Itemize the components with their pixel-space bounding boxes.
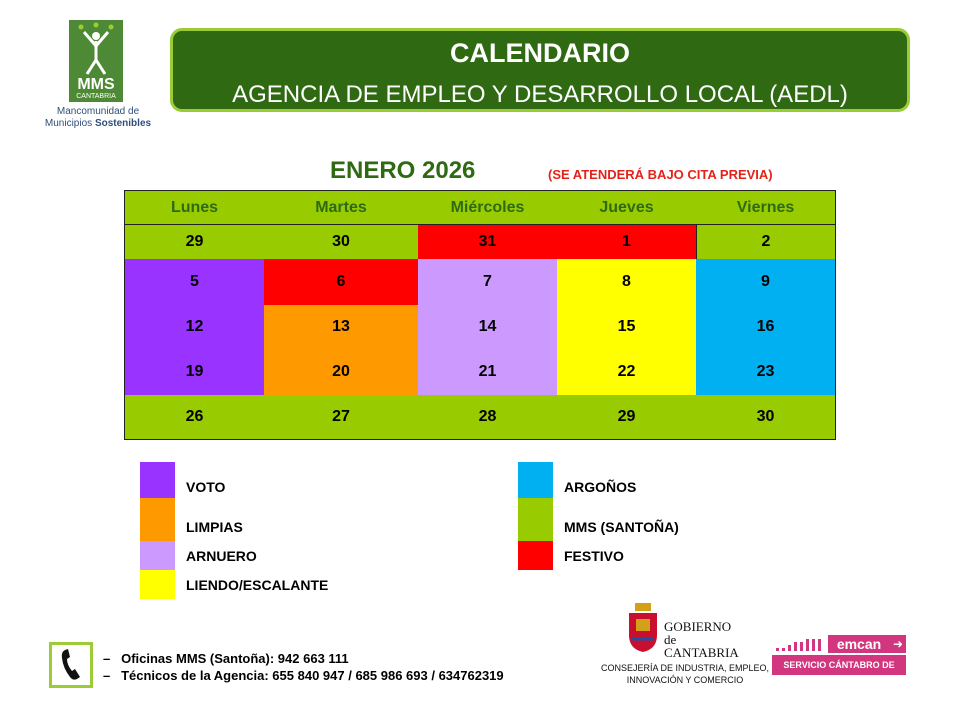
day-cell: 2 [696,225,835,259]
gobierno-cantabria-logo [600,603,770,688]
gobierno-line1: GOBIERNO [664,619,732,634]
day-cell: 13 [332,318,350,335]
mms-logo-sub: CANTABRIA [76,93,116,100]
gobierno-line3: CANTABRIA [664,645,739,660]
page-subtitle: AGENCIA DE EMPLEO Y DESARROLLO LOCAL (AEDL) [232,81,848,108]
mms-logo [36,18,160,130]
offices-phone-line: – Oficinas MMS (Santoña): 942 663 111 [103,651,349,666]
day-header-lunes: Lunes [170,198,219,216]
day-cell: 30 [264,225,418,259]
day-cell: 22 [617,363,636,380]
legend-swatch-voto [140,462,175,498]
day-header-jueves: Jueves [599,198,654,216]
emcan-dots-icon [772,636,830,654]
coat-of-arms-icon [626,603,660,653]
consejeria-line2: INNOVACIÓN Y COMERCIO [626,675,744,685]
day-cell: 20 [332,363,350,380]
day-header-martes: Martes [315,198,367,216]
day-header-viernes: Viernes [736,198,795,216]
day-cell: 12 [185,318,204,335]
month-title: ENERO 2026 [330,157,476,184]
legend-swatch-limpias [140,498,175,541]
day-cell: 19 [185,363,204,380]
day-cell: 8 [622,273,631,290]
arrow-right-icon: ➜ [890,635,906,653]
day-cell: 27 [332,408,350,425]
phone-icon [49,642,93,688]
day-cell: 31 [418,225,557,259]
legend-label-arnuero: ARNUERO [186,548,257,564]
legend-swatch-mms [518,498,553,541]
day-cell: 23 [756,363,775,380]
header-banner [170,28,910,112]
legend-swatch-arnuero [140,541,175,570]
day-cell: 21 [478,363,497,380]
legend-label-voto: VOTO [186,479,226,495]
consejeria-line1: CONSEJERÍA DE INDUSTRIA, EMPLEO, [600,663,770,673]
mms-logo-line2: Municipios Sostenibles [44,118,152,129]
day-cell: 14 [478,318,497,335]
legend-label-argonos: ARGOÑOS [564,479,637,495]
day-cell: 29 [125,225,264,259]
legend-swatch-argonos [518,462,553,498]
calendar-table [124,190,836,440]
emcan-label: SERVICIO CÁNTABRO DE EMPLEO [772,655,906,675]
day-cell: 9 [761,273,770,290]
legend-label-limpias: LIMPIAS [186,519,243,535]
mms-logo-text: MMS [77,76,115,93]
day-cell: 29 [617,408,636,425]
day-cell: 16 [756,318,775,335]
day-cell: 6 [336,273,346,290]
emcan-brand: emcan [828,635,890,653]
day-cell: 26 [185,408,204,425]
day-cell: 5 [190,273,199,290]
technicians-phone-line: – Técnicos de la Agencia: 655 840 947 / 685 986 693 / 634762319 [103,668,504,683]
page-title: CALENDARIO [450,38,630,68]
day-header-miercoles: Miércoles [450,198,525,216]
legend-swatch-liendo [140,570,175,599]
day-cell: 7 [483,273,492,290]
day-cell: 15 [617,318,636,335]
appointment-note: (SE ATENDERÁ BAJO CITA PREVIA) [548,167,773,182]
legend-label-liendo: LIENDO/ESCALANTE [186,577,329,593]
mms-logo-mark [69,20,123,102]
emcan-logo [772,636,906,690]
day-cell: 1 [557,225,696,259]
legend-label-festivo: FESTIVO [564,548,624,564]
mms-logo-line1: Mancomunidad de [56,106,140,117]
legend-label-mms: MMS (SANTOÑA) [564,519,679,535]
day-cell: 30 [756,408,775,425]
legend-swatch-festivo [518,541,553,570]
gobierno-line2: de [664,632,677,647]
day-cell: 28 [478,408,497,425]
